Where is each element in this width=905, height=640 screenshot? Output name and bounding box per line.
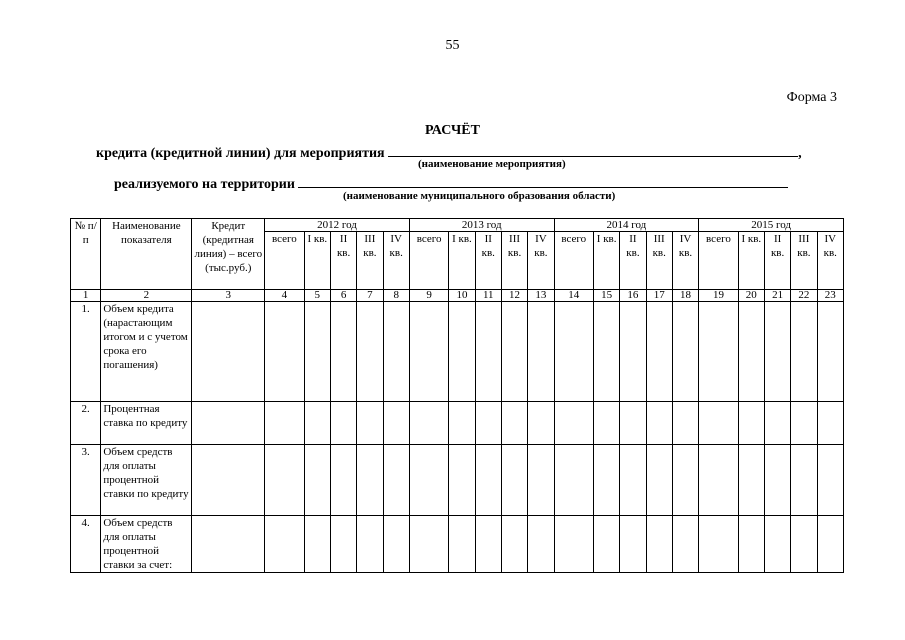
table-cell-empty[interactable] <box>646 516 672 573</box>
table-cell-empty[interactable] <box>304 516 330 573</box>
header-quarter: IV кв. <box>383 232 409 290</box>
header-total: всего <box>554 232 593 290</box>
table-cell-empty[interactable] <box>304 302 330 402</box>
column-number: 2 <box>101 290 192 302</box>
credit-calculation-table <box>70 218 844 573</box>
table-cell-empty[interactable] <box>764 445 790 516</box>
table-cell-empty[interactable] <box>475 445 501 516</box>
table-cell-empty[interactable] <box>192 516 265 573</box>
table-cell-empty[interactable] <box>817 516 843 573</box>
table-cell-empty[interactable] <box>528 516 554 573</box>
table-cell-empty[interactable] <box>330 516 356 573</box>
table-cell-empty[interactable] <box>383 302 409 402</box>
column-number: 7 <box>357 290 383 302</box>
table-cell-empty[interactable] <box>330 302 356 402</box>
table-row <box>71 445 844 516</box>
table-cell-empty[interactable] <box>646 402 672 445</box>
table-cell-empty[interactable] <box>764 516 790 573</box>
row-number: 1. <box>71 302 101 402</box>
table-cell-empty[interactable] <box>791 445 817 516</box>
table-cell-empty[interactable] <box>265 445 304 516</box>
table-cell-empty[interactable] <box>738 402 764 445</box>
table-cell-empty[interactable] <box>554 445 593 516</box>
header-quarter: III кв. <box>646 232 672 290</box>
table-cell-empty[interactable] <box>357 302 383 402</box>
table-cell-empty[interactable] <box>501 302 527 402</box>
table-cell-empty[interactable] <box>475 302 501 402</box>
table-cell-empty[interactable] <box>409 302 448 402</box>
table-cell-empty[interactable] <box>383 445 409 516</box>
table-cell-empty[interactable] <box>699 402 738 445</box>
table-cell-empty[interactable] <box>528 445 554 516</box>
territory-field-caption: (наименование муниципального образования области) <box>343 190 616 202</box>
row-number: 2. <box>71 402 101 445</box>
table-cell-empty[interactable] <box>409 402 448 445</box>
column-number: 23 <box>817 290 843 302</box>
header-total: всего <box>265 232 304 290</box>
header-year: 2012 год <box>265 219 410 232</box>
column-number: 19 <box>699 290 738 302</box>
table-cell-empty[interactable] <box>699 302 738 402</box>
column-number: 3 <box>192 290 265 302</box>
event-line-label: кредита (кредитной линии) для мероприятия <box>96 146 385 161</box>
event-field-caption: (наименование мероприятия) <box>418 158 566 170</box>
table-cell-empty[interactable] <box>409 516 448 573</box>
table-cell-empty[interactable] <box>764 402 790 445</box>
table-row <box>71 402 844 445</box>
table-row <box>71 516 844 573</box>
header-quarter: II кв. <box>764 232 790 290</box>
column-number: 1 <box>71 290 101 302</box>
table-cell-empty[interactable] <box>791 516 817 573</box>
header-quarter: III кв. <box>791 232 817 290</box>
column-number: 13 <box>528 290 554 302</box>
header-quarter: IV кв. <box>528 232 554 290</box>
row-indicator-name: Процентная ставка по кредиту <box>101 402 192 445</box>
table-cell-empty[interactable] <box>304 402 330 445</box>
header-quarter: II кв. <box>620 232 646 290</box>
column-number: 14 <box>554 290 593 302</box>
row-indicator-name: Объем средств для оплаты процентной ставки по кредиту <box>101 445 192 516</box>
event-name-field <box>388 142 798 157</box>
territory-name-field <box>298 173 788 188</box>
table-cell-empty[interactable] <box>357 402 383 445</box>
table-cell-empty[interactable] <box>620 302 646 402</box>
header-quarter: II кв. <box>330 232 356 290</box>
table-cell-empty[interactable] <box>192 445 265 516</box>
table-cell-empty[interactable] <box>791 402 817 445</box>
event-line-comma: , <box>798 146 802 161</box>
column-number: 4 <box>265 290 304 302</box>
table-cell-empty[interactable] <box>764 302 790 402</box>
header-year: 2015 год <box>699 219 844 232</box>
table-cell-empty[interactable] <box>475 516 501 573</box>
header-quarter: III кв. <box>501 232 527 290</box>
header-quarter: II кв. <box>475 232 501 290</box>
header-year: 2014 год <box>554 219 699 232</box>
table-cell-empty[interactable] <box>738 302 764 402</box>
header-quarter: IV кв. <box>817 232 843 290</box>
table-cell-empty[interactable] <box>699 516 738 573</box>
table-cell-empty[interactable] <box>528 402 554 445</box>
column-number: 18 <box>672 290 698 302</box>
column-number: 22 <box>791 290 817 302</box>
column-number: 11 <box>475 290 501 302</box>
table-cell-empty[interactable] <box>593 402 619 445</box>
table-cell-empty[interactable] <box>383 516 409 573</box>
column-number: 17 <box>646 290 672 302</box>
table-cell-empty[interactable] <box>265 302 304 402</box>
table-cell-empty[interactable] <box>501 445 527 516</box>
table-cell-empty[interactable] <box>528 302 554 402</box>
table-cell-empty[interactable] <box>330 445 356 516</box>
table-cell-empty[interactable] <box>672 302 698 402</box>
table-cell-empty[interactable] <box>817 302 843 402</box>
table-cell-empty[interactable] <box>646 302 672 402</box>
document-title: РАСЧЁТ <box>425 123 480 138</box>
table-cell-empty[interactable] <box>672 445 698 516</box>
table-cell-empty[interactable] <box>501 516 527 573</box>
table-cell-empty[interactable] <box>593 516 619 573</box>
territory-line-label: реализуемого на территории <box>114 177 295 192</box>
row-indicator-name: Объем кредита (нарастающим итогом и с учетом срока его погашения) <box>101 302 192 402</box>
table-cell-empty[interactable] <box>192 402 265 445</box>
table-cell-empty[interactable] <box>620 445 646 516</box>
table-cell-empty[interactable] <box>501 402 527 445</box>
header-total: всего <box>699 232 738 290</box>
column-number: 5 <box>304 290 330 302</box>
table-cell-empty[interactable] <box>192 302 265 402</box>
table-cell-empty[interactable] <box>357 516 383 573</box>
header-quarter: I кв. <box>593 232 619 290</box>
table-cell-empty[interactable] <box>738 516 764 573</box>
column-number: 20 <box>738 290 764 302</box>
header-row-years <box>71 219 844 232</box>
table-cell-empty[interactable] <box>817 402 843 445</box>
page-number: 55 <box>445 38 460 53</box>
table-cell-empty[interactable] <box>620 516 646 573</box>
table-cell-empty[interactable] <box>475 402 501 445</box>
column-number: 21 <box>764 290 790 302</box>
header-name: Наименование показателя <box>101 219 192 290</box>
header-total: всего <box>409 232 448 290</box>
row-number: 3. <box>71 445 101 516</box>
column-number: 12 <box>501 290 527 302</box>
column-number: 10 <box>449 290 475 302</box>
table-cell-empty[interactable] <box>738 445 764 516</box>
table-cell-empty[interactable] <box>449 516 475 573</box>
table-cell-empty[interactable] <box>304 445 330 516</box>
column-number: 16 <box>620 290 646 302</box>
header-quarter: I кв. <box>449 232 475 290</box>
column-number-row <box>71 290 844 302</box>
table-cell-empty[interactable] <box>620 402 646 445</box>
table-cell-empty[interactable] <box>593 302 619 402</box>
header-credit: Кредит (кредитная линия) – всего (тыс.руб.) <box>192 219 265 290</box>
table-cell-empty[interactable] <box>791 302 817 402</box>
table-cell-empty[interactable] <box>265 516 304 573</box>
header-num: № п/п <box>71 219 101 290</box>
table-cell-empty[interactable] <box>593 445 619 516</box>
header-year: 2013 год <box>409 219 554 232</box>
table-cell-empty[interactable] <box>554 402 593 445</box>
table-cell-empty[interactable] <box>357 445 383 516</box>
table-cell-empty[interactable] <box>383 402 409 445</box>
table-cell-empty[interactable] <box>646 445 672 516</box>
column-number: 8 <box>383 290 409 302</box>
table-cell-empty[interactable] <box>449 402 475 445</box>
form-label: Форма 3 <box>786 90 837 105</box>
table-cell-empty[interactable] <box>265 402 304 445</box>
table-cell-empty[interactable] <box>554 302 593 402</box>
column-number: 9 <box>409 290 448 302</box>
column-number: 15 <box>593 290 619 302</box>
column-number: 6 <box>330 290 356 302</box>
table-cell-empty[interactable] <box>449 302 475 402</box>
table-cell-empty[interactable] <box>330 402 356 445</box>
table-cell-empty[interactable] <box>817 445 843 516</box>
table-cell-empty[interactable] <box>672 402 698 445</box>
header-quarter: I кв. <box>738 232 764 290</box>
header-quarter: I кв. <box>304 232 330 290</box>
table-cell-empty[interactable] <box>699 445 738 516</box>
table-row <box>71 302 844 402</box>
row-number: 4. <box>71 516 101 573</box>
table-cell-empty[interactable] <box>409 445 448 516</box>
table-cell-empty[interactable] <box>554 516 593 573</box>
header-quarter: III кв. <box>357 232 383 290</box>
row-indicator-name: Объем средств для оплаты процентной ставки за счет: <box>101 516 192 573</box>
table-cell-empty[interactable] <box>672 516 698 573</box>
header-quarter: IV кв. <box>672 232 698 290</box>
table-cell-empty[interactable] <box>449 445 475 516</box>
